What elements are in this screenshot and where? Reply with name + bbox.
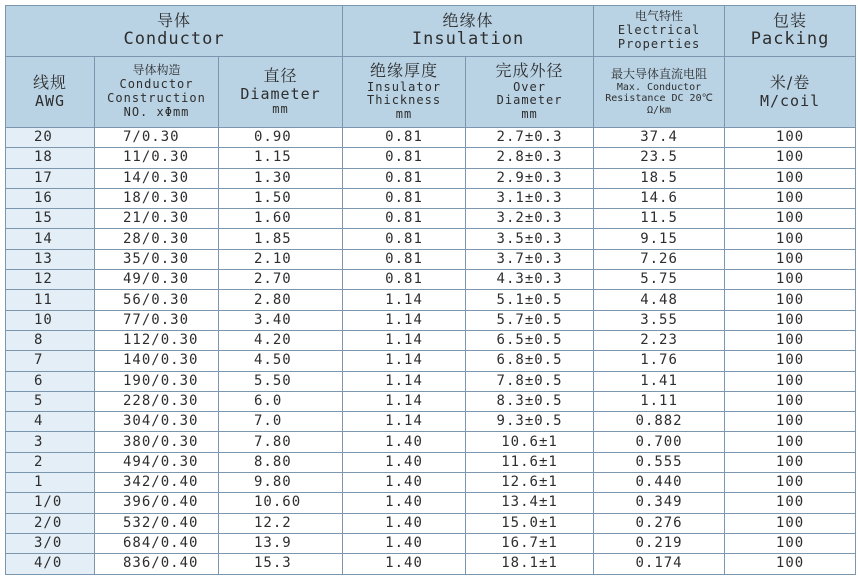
coil-cell: 100 (725, 371, 856, 391)
awg-cell: 10 (6, 310, 95, 330)
resistance-cell: 3.55 (594, 310, 725, 330)
over-diameter-cell: 10.6±1 (466, 432, 594, 452)
coil-cell: 100 (725, 473, 856, 493)
construction-cell: 18/0.30 (95, 188, 219, 208)
awg-cell: 6 (6, 371, 95, 391)
coil-cell: 100 (725, 412, 856, 432)
coil-cell: 100 (725, 391, 856, 411)
coil-cell: 100 (725, 330, 856, 350)
awg-cell: 12 (6, 270, 95, 290)
table-row (6, 229, 856, 249)
coil-cell: 100 (725, 148, 856, 168)
table-row (6, 391, 856, 411)
table-row (6, 128, 856, 148)
thickness-zh: 绝缘厚度 (370, 61, 439, 81)
awg-cell: 13 (6, 249, 95, 269)
over-diameter-cell: 3.2±0.3 (466, 209, 594, 229)
coil-cell: 100 (725, 168, 856, 188)
thickness-cell: 0.81 (343, 270, 466, 290)
resistance-cell: 0.882 (594, 412, 725, 432)
over-diameter-cell: 5.7±0.5 (466, 310, 594, 330)
electrical-en-1: Electrical (617, 23, 701, 38)
insulation-en: Insulation (411, 29, 525, 50)
thickness-cell: 1.40 (343, 513, 466, 533)
thickness-cell: 0.81 (343, 249, 466, 269)
packing-en: Packing (750, 29, 830, 50)
coil-cell: 100 (725, 452, 856, 472)
awg-en: AWG (34, 91, 66, 110)
resistance-cell: 5.75 (594, 270, 725, 290)
coil-cell: 100 (725, 533, 856, 553)
construction-cell: 112/0.30 (95, 330, 219, 350)
diameter-cell: 4.50 (219, 351, 343, 371)
over-diameter-cell: 11.6±1 (466, 452, 594, 472)
diameter-cell: 5.50 (219, 371, 343, 391)
construction-cell: 532/0.40 (95, 513, 219, 533)
table-row (6, 188, 856, 208)
thickness-cell: 1.40 (343, 452, 466, 472)
awg-cell: 2 (6, 452, 95, 472)
resistance-cell: 14.6 (594, 188, 725, 208)
construction-en-1: Conductor (119, 77, 194, 92)
electrical-group-header (594, 6, 725, 57)
construction-cell: 28/0.30 (95, 229, 219, 249)
resistance-cell: 9.15 (594, 229, 725, 249)
table-row (6, 554, 856, 574)
thickness-cell: 1.14 (343, 290, 466, 310)
table-row (6, 371, 856, 391)
over-diameter-cell: 2.9±0.3 (466, 168, 594, 188)
diameter-cell: 1.30 (219, 168, 343, 188)
over-diameter-cell: 2.7±0.3 (466, 128, 594, 148)
construction-cell: 494/0.30 (95, 452, 219, 472)
table-row (6, 351, 856, 371)
coil-cell: 100 (725, 128, 856, 148)
awg-cell: 7 (6, 351, 95, 371)
awg-cell: 15 (6, 209, 95, 229)
construction-cell: 140/0.30 (95, 351, 219, 371)
over-diameter-column-header (466, 57, 594, 128)
conductor-group-header (6, 6, 343, 57)
diameter-cell: 2.10 (219, 249, 343, 269)
diameter-cell: 13.9 (219, 533, 343, 553)
table-row (6, 310, 856, 330)
thickness-en-1: Insulator (367, 79, 442, 94)
resistance-cell: 0.700 (594, 432, 725, 452)
resistance-cell: 1.41 (594, 371, 725, 391)
electrical-zh: 电气特性 (635, 9, 684, 24)
resistance-cell: 37.4 (594, 128, 725, 148)
table-row (6, 290, 856, 310)
awg-cell: 18 (6, 148, 95, 168)
thickness-cell: 1.14 (343, 351, 466, 371)
over-diameter-cell: 8.3±0.5 (466, 391, 594, 411)
coil-cell: 100 (725, 554, 856, 574)
construction-cell: 342/0.40 (95, 473, 219, 493)
thickness-cell: 0.81 (343, 209, 466, 229)
construction-cell: 77/0.30 (95, 310, 219, 330)
over-diameter-cell: 15.0±1 (466, 513, 594, 533)
diameter-cell: 2.80 (219, 290, 343, 310)
table-row (6, 452, 856, 472)
table-row (6, 513, 856, 533)
thickness-cell: 1.14 (343, 310, 466, 330)
construction-cell: 228/0.30 (95, 391, 219, 411)
resistance-cell: 0.555 (594, 452, 725, 472)
thickness-cell: 1.40 (343, 493, 466, 513)
over-diameter-en-1: Over (513, 79, 546, 94)
resistance-cell: 11.5 (594, 209, 725, 229)
over-diameter-cell: 2.8±0.3 (466, 148, 594, 168)
resistance-cell: 7.26 (594, 249, 725, 269)
resistance-en-2: Resistance DC 20℃ (605, 93, 713, 105)
over-diameter-zh: 完成外径 (495, 61, 564, 81)
awg-column-header (6, 57, 95, 128)
construction-cell: 190/0.30 (95, 371, 219, 391)
diameter-column-header (219, 57, 343, 128)
resistance-cell: 0.440 (594, 473, 725, 493)
over-diameter-cell: 16.7±1 (466, 533, 594, 553)
packing-group-header (725, 6, 856, 57)
thickness-cell: 1.14 (343, 371, 466, 391)
table-header (6, 6, 856, 128)
construction-cell: 380/0.30 (95, 432, 219, 452)
over-diameter-cell: 7.8±0.5 (466, 371, 594, 391)
construction-cell: 396/0.40 (95, 493, 219, 513)
table-row (6, 533, 856, 553)
coil-en: M/coil (759, 91, 821, 110)
construction-cell: 7/0.30 (95, 128, 219, 148)
header-group-row (6, 6, 856, 57)
table-row (6, 412, 856, 432)
construction-cell: 35/0.30 (95, 249, 219, 269)
diameter-cell: 12.2 (219, 513, 343, 533)
over-diameter-cell: 18.1±1 (466, 554, 594, 574)
insulation-group-header (343, 6, 594, 57)
construction-cell: 304/0.30 (95, 412, 219, 432)
table-row (6, 270, 856, 290)
diameter-cell: 4.20 (219, 330, 343, 350)
diameter-cell: 7.0 (219, 412, 343, 432)
awg-cell: 4/0 (6, 554, 95, 574)
resistance-zh: 最大导体直流电阻 (611, 66, 708, 81)
resistance-cell: 1.11 (594, 391, 725, 411)
table-row (6, 148, 856, 168)
awg-cell: 1/0 (6, 493, 95, 513)
awg-cell: 4 (6, 412, 95, 432)
resistance-column-header (594, 57, 725, 128)
diameter-cell: 9.80 (219, 473, 343, 493)
resistance-cell: 18.5 (594, 168, 725, 188)
table-row (6, 249, 856, 269)
thickness-cell: 1.14 (343, 391, 466, 411)
cable-spec-table (5, 5, 856, 575)
coil-cell: 100 (725, 432, 856, 452)
construction-column-header (95, 57, 219, 128)
thickness-cell: 1.40 (343, 554, 466, 574)
coil-cell: 100 (725, 513, 856, 533)
resistance-en-1: Max. Conductor (616, 81, 702, 93)
coil-column-header (725, 57, 856, 128)
diameter-cell: 1.60 (219, 209, 343, 229)
diameter-cell: 3.40 (219, 310, 343, 330)
resistance-unit: Ω/km (647, 104, 672, 116)
awg-zh: 线规 (32, 73, 67, 93)
electrical-en-2: Properties (617, 36, 701, 51)
conductor-zh: 导体 (157, 11, 192, 31)
coil-cell: 100 (725, 249, 856, 269)
diameter-cell: 15.3 (219, 554, 343, 574)
diameter-cell: 1.50 (219, 188, 343, 208)
resistance-cell: 0.219 (594, 533, 725, 553)
construction-zh: 导体构造 (132, 63, 181, 78)
awg-cell: 16 (6, 188, 95, 208)
diameter-cell: 2.70 (219, 270, 343, 290)
construction-cell: 11/0.30 (95, 148, 219, 168)
resistance-cell: 23.5 (594, 148, 725, 168)
over-diameter-cell: 9.3±0.5 (466, 412, 594, 432)
over-diameter-cell: 3.5±0.3 (466, 229, 594, 249)
coil-cell: 100 (725, 493, 856, 513)
awg-cell: 1 (6, 473, 95, 493)
awg-cell: 8 (6, 330, 95, 350)
thickness-column-header (343, 57, 466, 128)
table-row (6, 432, 856, 452)
thickness-cell: 0.81 (343, 128, 466, 148)
over-diameter-cell: 13.4±1 (466, 493, 594, 513)
thickness-cell: 1.40 (343, 533, 466, 553)
awg-cell: 3/0 (6, 533, 95, 553)
resistance-cell: 0.276 (594, 513, 725, 533)
table-row (6, 168, 856, 188)
construction-en-3: NO. xΦmm (123, 104, 190, 119)
over-diameter-unit: mm (521, 107, 538, 122)
over-diameter-cell: 5.1±0.5 (466, 290, 594, 310)
thickness-cell: 1.40 (343, 432, 466, 452)
over-diameter-cell: 6.5±0.5 (466, 330, 594, 350)
diameter-unit: mm (272, 101, 289, 116)
over-diameter-cell: 12.6±1 (466, 473, 594, 493)
thickness-cell: 0.81 (343, 168, 466, 188)
construction-cell: 684/0.40 (95, 533, 219, 553)
diameter-cell: 8.80 (219, 452, 343, 472)
coil-cell: 100 (725, 351, 856, 371)
packing-zh: 包装 (773, 11, 808, 31)
over-diameter-cell: 4.3±0.3 (466, 270, 594, 290)
coil-cell: 100 (725, 188, 856, 208)
coil-cell: 100 (725, 290, 856, 310)
diameter-cell: 1.15 (219, 148, 343, 168)
awg-cell: 11 (6, 290, 95, 310)
construction-cell: 21/0.30 (95, 209, 219, 229)
thickness-cell: 1.40 (343, 473, 466, 493)
diameter-cell: 1.85 (219, 229, 343, 249)
thickness-cell: 0.81 (343, 229, 466, 249)
awg-cell: 5 (6, 391, 95, 411)
thickness-en-2: Thickness (367, 93, 442, 108)
thickness-cell: 1.14 (343, 412, 466, 432)
thickness-cell: 0.81 (343, 148, 466, 168)
table-row (6, 209, 856, 229)
header-column-row (6, 57, 856, 128)
thickness-unit: mm (395, 107, 413, 122)
diameter-en: Diameter (240, 84, 321, 103)
table-row (6, 493, 856, 513)
coil-cell: 100 (725, 229, 856, 249)
resistance-cell: 1.76 (594, 351, 725, 371)
coil-zh: 米/卷 (769, 73, 811, 93)
awg-cell: 3 (6, 432, 95, 452)
table-row (6, 330, 856, 350)
table-body (6, 128, 856, 575)
coil-cell: 100 (725, 310, 856, 330)
construction-cell: 49/0.30 (95, 270, 219, 290)
thickness-cell: 1.14 (343, 330, 466, 350)
awg-cell: 14 (6, 229, 95, 249)
insulation-zh: 绝缘体 (442, 11, 494, 31)
over-diameter-cell: 3.7±0.3 (466, 249, 594, 269)
construction-cell: 14/0.30 (95, 168, 219, 188)
construction-cell: 836/0.40 (95, 554, 219, 574)
table-row (6, 473, 856, 493)
diameter-cell: 0.90 (219, 128, 343, 148)
diameter-cell: 7.80 (219, 432, 343, 452)
over-diameter-cell: 3.1±0.3 (466, 188, 594, 208)
resistance-cell: 0.174 (594, 554, 725, 574)
thickness-cell: 0.81 (343, 188, 466, 208)
conductor-en: Conductor (123, 29, 225, 50)
coil-cell: 100 (725, 209, 856, 229)
resistance-cell: 2.23 (594, 330, 725, 350)
awg-cell: 17 (6, 168, 95, 188)
diameter-cell: 6.0 (219, 391, 343, 411)
awg-cell: 2/0 (6, 513, 95, 533)
over-diameter-cell: 6.8±0.5 (466, 351, 594, 371)
construction-en-2: Construction (107, 91, 206, 105)
resistance-cell: 0.349 (594, 493, 725, 513)
diameter-zh: 直径 (263, 66, 298, 86)
construction-cell: 56/0.30 (95, 290, 219, 310)
diameter-cell: 10.60 (219, 493, 343, 513)
resistance-cell: 4.48 (594, 290, 725, 310)
coil-cell: 100 (725, 270, 856, 290)
over-diameter-en-2: Diameter (496, 93, 563, 108)
awg-cell: 20 (6, 128, 95, 148)
